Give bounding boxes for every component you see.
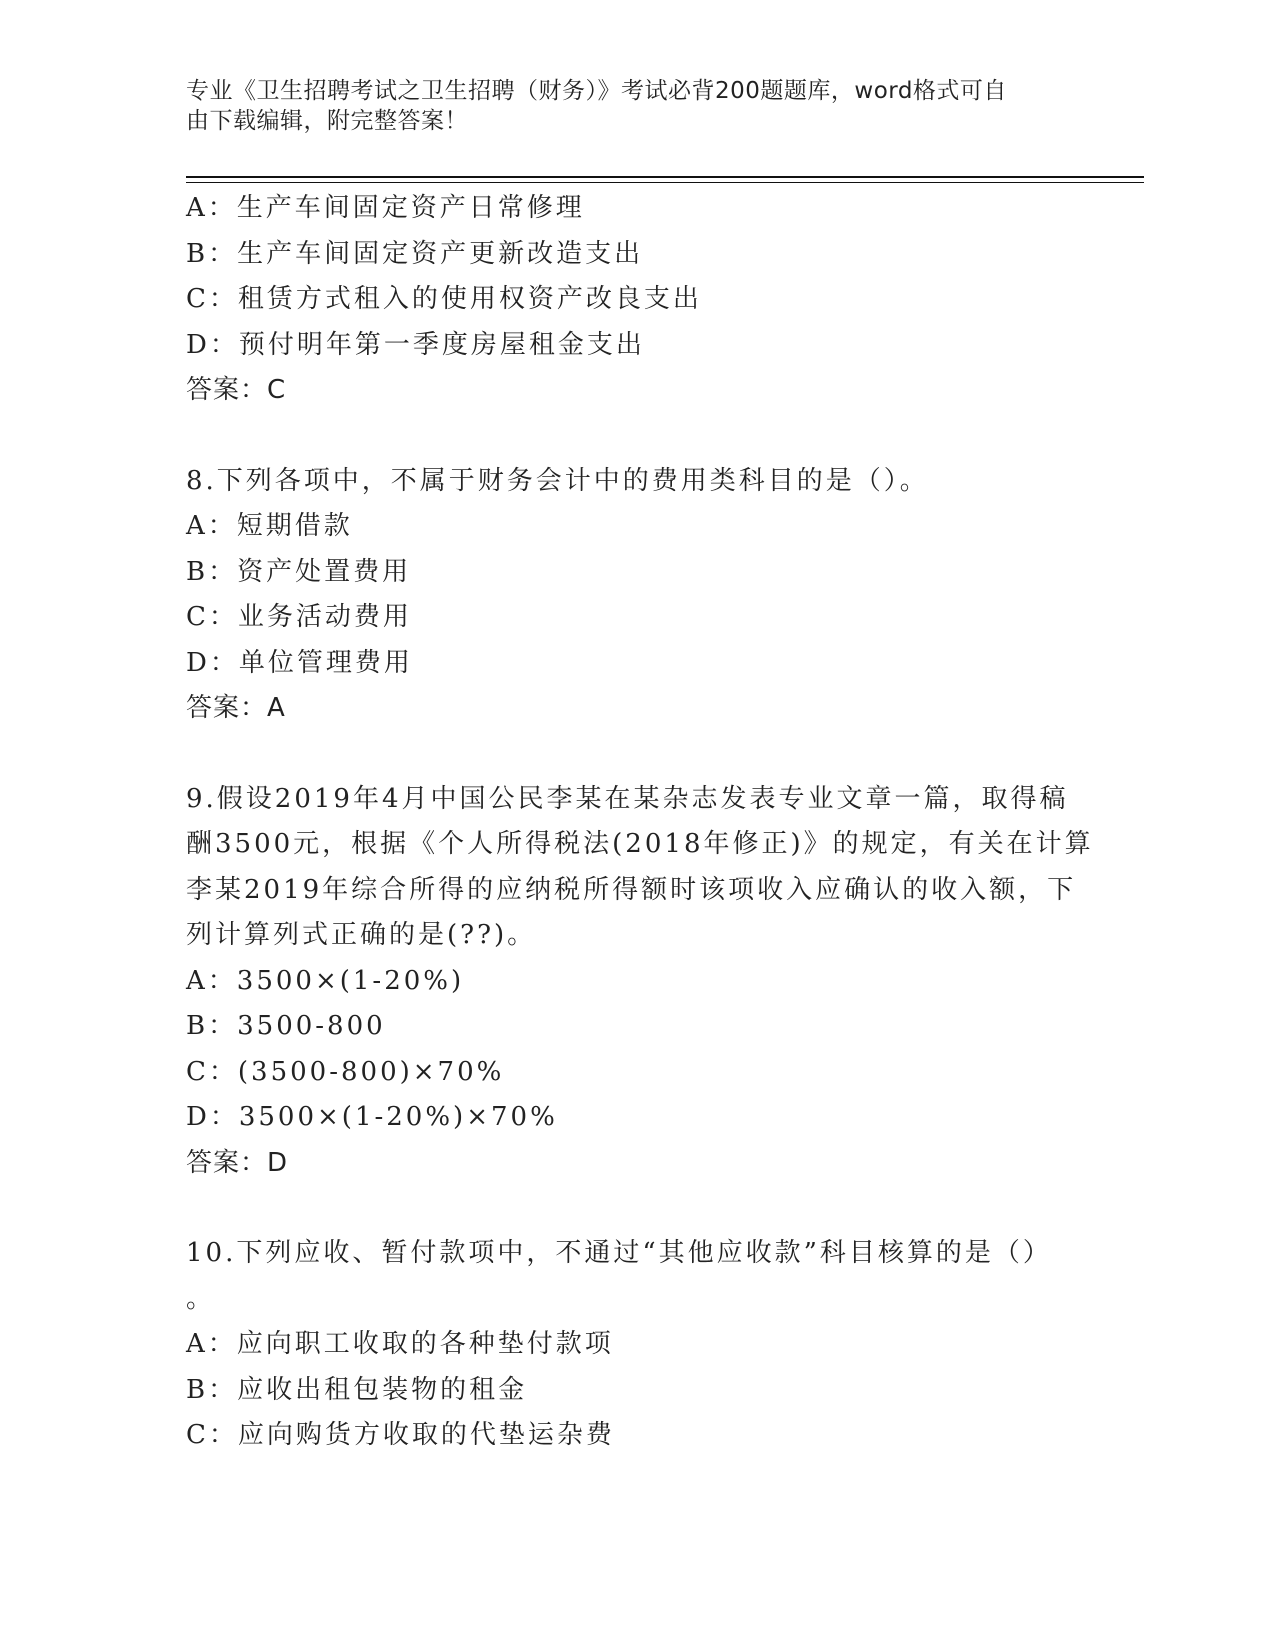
option-a: A：生产车间固定资产日常修理 xyxy=(186,193,585,223)
option-b: B：应收出租包装物的租金 xyxy=(186,1374,528,1405)
option-a: A：短期借款 xyxy=(186,511,353,541)
option-c: C：租赁方式租入的使用权资产改良支出 xyxy=(186,284,702,314)
option-b: B：3500-800 xyxy=(186,1011,386,1041)
question-8 xyxy=(186,459,1086,732)
answer: 答案：C xyxy=(186,375,287,405)
stem-line: 9.假设2019年4月中国公民李某在某杂志发表专业文章一篇，取得稿 xyxy=(186,783,1069,814)
question-10 xyxy=(186,1231,1086,1459)
option-d: D：预付明年第一季度房屋租金支出 xyxy=(186,329,645,360)
stem-line: 李某2019年综合所得的应纳税所得额时该项收入应确认的收入额，下 xyxy=(186,874,1077,905)
stem-line: 列计算列式正确的是(??)。 xyxy=(186,920,537,950)
stem-line: 10.下列应收、暂付款项中，不通过“其他应收款”科目核算的是（） xyxy=(186,1238,1052,1268)
header-divider-thick xyxy=(186,176,1144,178)
option-c: C：业务活动费用 xyxy=(186,602,412,632)
question-9 xyxy=(186,777,1094,1187)
option-c: C：应向购货方收取的代垫运杂费 xyxy=(186,1420,615,1450)
option-b: B：资产处置费用 xyxy=(186,556,412,587)
answer: 答案：D xyxy=(186,1147,289,1178)
option-d: D：单位管理费用 xyxy=(186,647,413,678)
question-stem xyxy=(186,459,1086,505)
document-header xyxy=(186,76,1086,136)
header-line-2: 由下载编辑，附完整答案！ xyxy=(186,108,468,134)
stem-line: 8.下列各项中，不属于财务会计中的费用类科目的是（）。 xyxy=(186,465,929,496)
option-a: A：应向职工收取的各种垫付款项 xyxy=(186,1329,614,1359)
stem-line: 酬3500元，根据《个人所得税法(2018年修正)》的规定，有关在计算 xyxy=(186,829,1094,859)
stem-line: 。 xyxy=(186,1283,216,1314)
question-list xyxy=(186,186,1094,1459)
header-divider-thin xyxy=(186,182,1144,183)
question-stem xyxy=(186,777,1094,959)
option-a: A：3500×(1-20%) xyxy=(186,965,465,996)
option-c: C：(3500-800)×70% xyxy=(186,1056,505,1087)
header-line-1: 专业《卫生招聘考试之卫生招聘（财务）》考试必背200题题库，word格式可自 xyxy=(186,78,1007,104)
option-d: D：3500×(1-20%)×70% xyxy=(186,1102,558,1132)
question-7 xyxy=(186,186,1086,414)
option-b: B：生产车间固定资产更新改造支出 xyxy=(186,238,644,269)
question-stem xyxy=(186,1231,1086,1322)
answer: 答案：A xyxy=(186,693,286,723)
